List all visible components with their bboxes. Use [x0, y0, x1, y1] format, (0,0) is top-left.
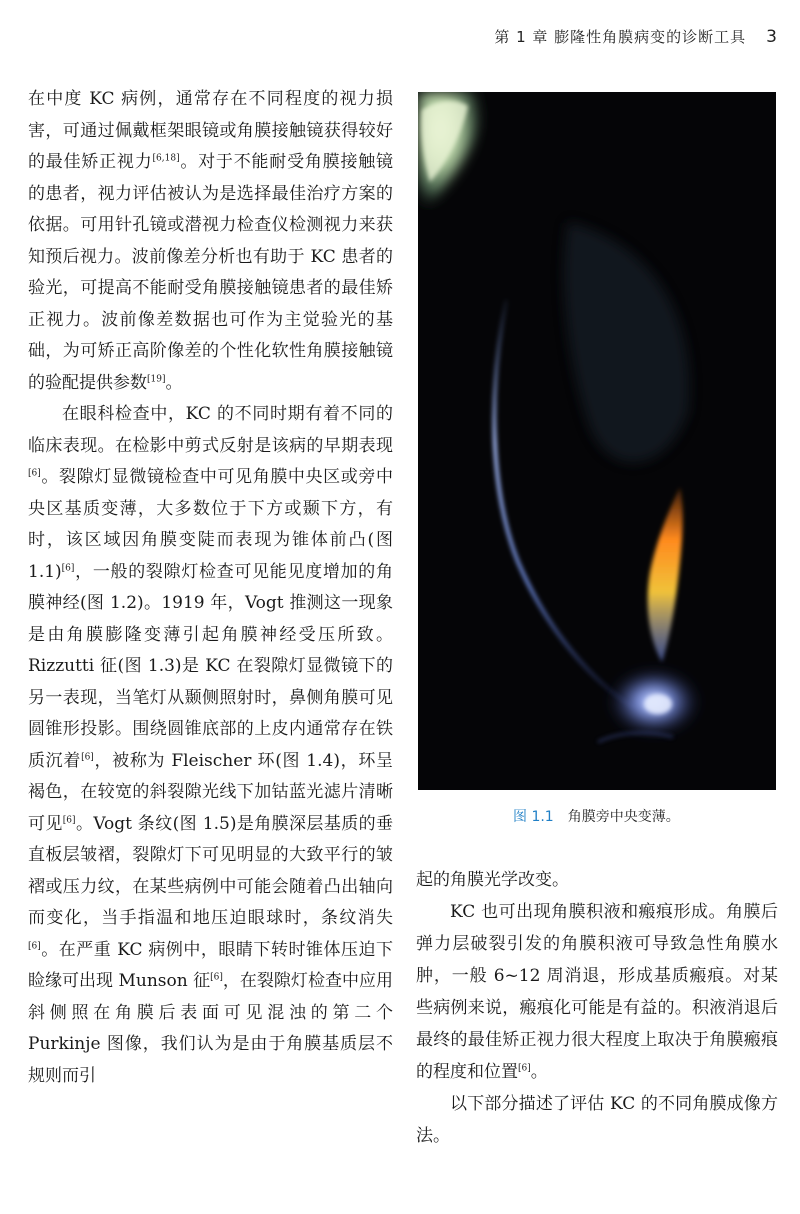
paragraph-visual-acuity: [28, 84, 393, 399]
text-run: 。裂隙灯显微镜检查中可见角膜中央区或旁中央区基质变薄，大多数位于下方或颞下方，有时，该区域因角膜变陡而表现为锥体前凸(图 1.1): [28, 467, 393, 582]
citation-ref: [6]: [81, 751, 94, 762]
blue-reflex-core: [644, 694, 672, 714]
slit-lamp-photo: [418, 92, 776, 790]
right-column: [416, 864, 778, 1152]
chapter-title: 第 1 章 膨隆性角膜病变的诊断工具: [494, 28, 747, 46]
text-run: ，被称为 Fleischer 环(图 1.4)，环呈褐色，在较宽的斜裂隙光线下加钴蓝光滤片清晰可见: [28, 750, 394, 834]
text-run: 在眼科检查中，KC 的不同时期有着不同的临床表现。在检影中剪式反射是该病的早期表现: [28, 404, 393, 456]
text-run: 。对于不能耐受角膜接触镜的患者，视力评估被认为是选择最佳治疗方案的依据。可用针孔镜或潜视力检查仪检测视力来获知预后视力。波前像差分析也有助于 KC 患者的验光，可提高不能耐受角膜接触镜患者的最佳矫正视力。波前像差数据也可作为主觉验光的基础，为可矫正高阶像差的个性化软性角膜接触镜的验配提供参数: [28, 152, 394, 393]
paragraph-imaging-intro: 以下部分描述了评估 KC 的不同角膜成像方法。: [416, 1094, 778, 1146]
citation-ref: [6,18]: [152, 153, 180, 164]
text-run: 。Vogt 条纹(图 1.5)是角膜深层基质的垂直板层皱褶，裂隙灯下可见明显的大致平行的皱褶或压力纹，在某些病例中可能会随着凸出轴向而变化，当手指温和地压迫眼球时，条纹消失: [28, 813, 394, 928]
figure-label: 图 1.1: [513, 809, 554, 825]
text-run: KC 也可出现角膜积液和瘢痕形成。角膜后弹力层破裂引发的角膜积液可导致急性角膜水肿，一般 6~12 周消退，形成基质瘢痕。对某些病例来说，瘢痕化可能是有益的。积液消退后最终的最佳矫正视力很大程度上取决于角膜瘢痕的程度和位置: [416, 902, 778, 1082]
text-run: 在中度 KC 病例，通常存在不同程度的视力损害，可通过佩戴框架眼镜或角膜接触镜获得较好的最佳矫正视力: [28, 89, 393, 172]
left-column: [28, 84, 393, 1092]
paragraph-clinical-signs: [28, 399, 393, 1092]
citation-ref: [6]: [210, 972, 223, 983]
citation-ref: [6]: [61, 562, 75, 573]
text-run: 。: [165, 372, 183, 393]
paragraph-continuation: 起的角膜光学改变。: [416, 870, 569, 890]
paragraph-hydrops-scarring: [416, 896, 778, 1088]
text-run: ，在裂隙灯检查中应用斜侧照在角膜后表面可见混浊的第二个 Purkinje 图像，我们认为是由于角膜基质层不规则而引: [28, 971, 393, 1086]
citation-ref: [6]: [518, 1063, 531, 1074]
citation-ref: [6]: [28, 940, 41, 951]
running-head: [494, 26, 778, 47]
text-run: 。: [530, 1062, 548, 1082]
slit-lamp-image: [418, 92, 776, 790]
text-run: ，一般的裂隙灯检查可见能见度增加的角膜神经(图 1.2)。1919 年，Vogt 推测这一现象是由角膜膨隆变薄引起角膜神经受压所致。Rizzutti 征(图 1.3)是 KC 在裂隙灯显微镜下的另一表现，当笔灯从颞侧照射时，鼻侧角膜可见圆锥形投影。围绕圆锥底部的上皮内通常存在铁质沉着: [28, 561, 393, 771]
citation-ref: [19]: [147, 373, 166, 384]
page-number: 3: [766, 27, 778, 47]
citation-ref: [6]: [28, 468, 41, 479]
text-run: 。在严重 KC 病例中，眼睛下转时锥体压迫下睑缘可出现 Munson 征: [28, 939, 393, 991]
figure-caption-text: 角膜旁中央变薄。: [567, 809, 680, 825]
citation-ref: [6]: [62, 814, 76, 825]
figure-caption: [513, 806, 680, 826]
